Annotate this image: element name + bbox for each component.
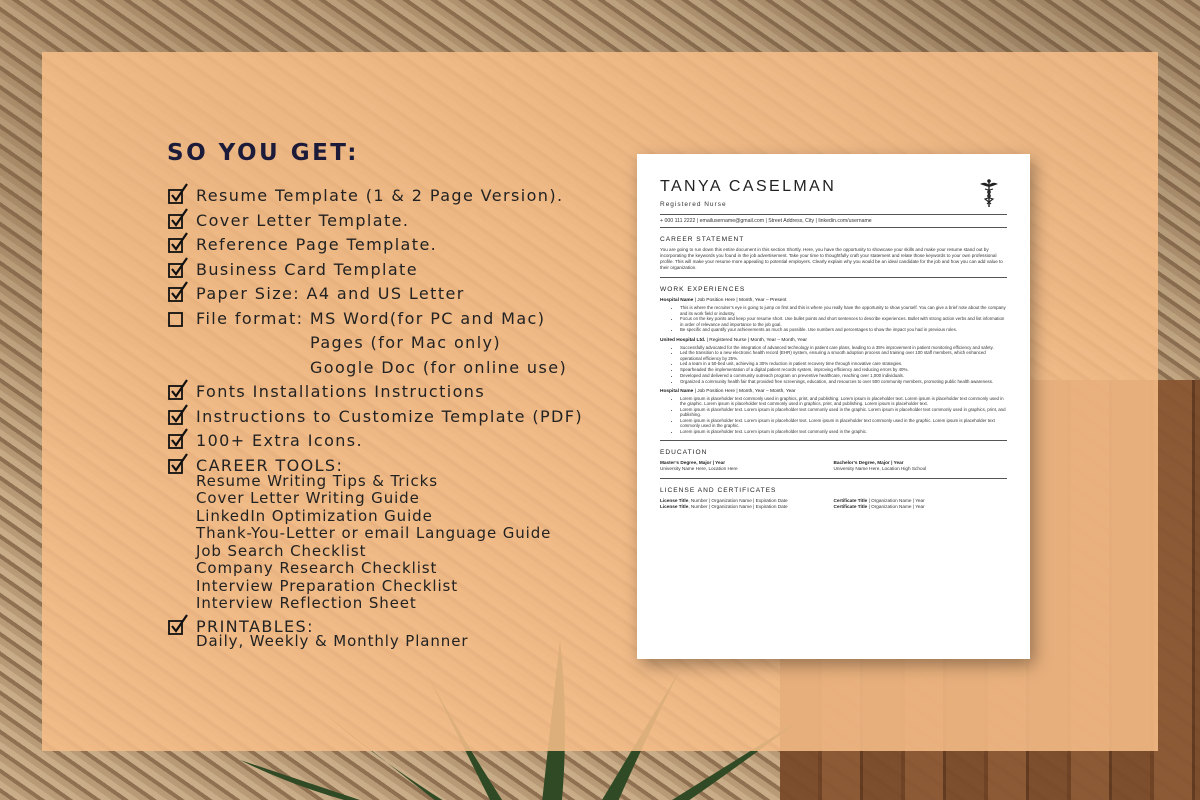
feature-text: Instructions to Customize Template (PDF): [196, 406, 584, 426]
resume-contact-line: + 000 111 2222 | emailusername@gmail.com | Street Address, City | linkedin.com/username: [660, 214, 1007, 228]
checkbox-icon: [166, 256, 190, 280]
job-detail: | Job Position Here | Month, Year – Present: [693, 298, 787, 304]
list-item: • Developed and delivered a community outreach program on preventive healthcare, reaching over 1,000 individuals.: [680, 373, 1007, 378]
career-tool-item: Thank-You-Letter or email Language Guide: [196, 524, 552, 542]
job-bullets: [680, 396, 1007, 434]
feature-item: [162, 305, 602, 330]
license-detail: , Number | Organization Name | Expiration Date: [688, 504, 788, 510]
job-company: United Hospital Ltd.: [660, 337, 706, 343]
checkbox-icon: [166, 182, 190, 206]
resume-role: Registered Nurse: [660, 201, 727, 208]
job-bullets: [680, 305, 1007, 332]
printables-item: Daily, Weekly & Monthly Planner: [196, 631, 469, 650]
degree: Bachelor’s Degree, Major | Year: [833, 460, 904, 466]
resume-section-title: CAREER STATEMENT: [660, 236, 745, 243]
list-item: • Lorem ipsum is placeholder text. Lorem ipsum is placeholder text commonly used in the graphic. Lorem ipsum is placeholder text commonly used in graphics, print, and publishing.: [680, 407, 1007, 417]
feature-text: File format: MS Word(for PC and Mac): [196, 308, 546, 328]
license-detail: , Number | Organization Name | Expiration Date: [688, 498, 788, 504]
caduceus-icon: [978, 178, 1000, 208]
feature-item: [162, 329, 602, 354]
resume-job-header: [660, 298, 1007, 303]
career-tool-item: Company Research Checklist: [196, 559, 438, 577]
certificate-column: [834, 498, 1008, 510]
education-row: [660, 460, 1007, 472]
job-company: Hospital Name: [660, 298, 694, 304]
resume-section-title: LICENSE AND CERTIFICATES: [660, 487, 777, 495]
license-row: [660, 498, 1007, 510]
list-item: • Led the transition to a new electronic health record (EHR) system, ensuring a smooth adoption process and training over 100 staff members, which enhanced operational efficiency by 25%.: [680, 350, 1007, 360]
certificate-title: Certificate Title: [833, 498, 868, 504]
printables-label: PRINTABLES:: [196, 616, 314, 636]
license-title: License Title: [660, 498, 689, 504]
checkbox-icon: [166, 207, 190, 231]
resume-section-title: WORK EXPERIENCES: [660, 286, 746, 294]
checkbox-icon: [166, 427, 190, 451]
feature-text: Pages (for Mac only): [310, 333, 502, 352]
feature-item: [162, 182, 602, 207]
career-tool-item: Interview Reflection Sheet: [196, 594, 417, 612]
list-item: • Spearheaded the implementation of a digital patient records system, improving efficiency and reducing errors by 40%.: [680, 367, 1007, 372]
feature-text: 100+ Extra Icons.: [196, 431, 364, 450]
list-item: • Lorem ipsum is placeholder text. Lorem ipsum is placeholder text. Lorem ipsum is placeholder text commonly used in the graphic. Lorem ipsum is placeholder text commonly used in the graphic.: [680, 418, 1007, 428]
feature-item: [162, 427, 602, 452]
feature-text: Resume Template (1 & 2 Page Version).: [196, 186, 564, 205]
list-item: • Be specific and quantify your achievements as much as possible. Use numbers and percentages to show the impact you had in previous roles.: [680, 327, 1007, 332]
features-list: [162, 182, 602, 650]
list-item: • Successfully advocated for the integration of advanced technology in patient care plans, leading to a 35% improvement in patient monitoring efficiency and safety.: [680, 345, 1007, 350]
feature-item: [162, 403, 602, 428]
feature-item: [162, 207, 602, 232]
feature-item: [162, 280, 602, 305]
feature-text: Google Doc (for online use): [310, 357, 568, 377]
feature-item: [162, 231, 602, 256]
divider: [660, 440, 1007, 441]
job-detail: | Registered Nurse | Month, Year – Month, Year: [705, 337, 807, 343]
checkbox-icon: [166, 305, 190, 329]
career-tools-list: [162, 473, 602, 613]
feature-item-printables: [162, 613, 602, 636]
resume-name: TANYA CASELMAN: [660, 178, 837, 195]
headline: SO YOU GET:: [167, 140, 359, 166]
education-item: [834, 460, 1008, 472]
feature-text: CAREER TOOLS:: [196, 455, 344, 475]
feature-text: Reference Page Template.: [196, 235, 438, 254]
resume-job-header: [660, 389, 1007, 394]
feature-item: [162, 354, 602, 379]
education-item: [660, 460, 834, 472]
list-item: • Focus on the key points and keep your resume short. Use bullet points and short sentences to describe experiences. Bullet with strong action verbs and list information in order of relevance and importance to the job goal.: [680, 316, 1007, 326]
resume-career-text: You are going to run down this entire document in this section Shortly. Here, you have the opportunity to showcase your skills and make your resume stand out by incorporating the keywords you found in the job advertisement. Take your time to thoughtfully craft your statement and relate those keywords to your own professional profile. This will make your resume more appealing to potential employers. Clearly explain why you would be an ideal candidate for the job and how you can add value to their organization.: [660, 247, 1003, 271]
license-title: License Title: [660, 504, 689, 510]
career-tool-item: Cover Letter Writing Guide: [196, 489, 420, 507]
job-company: Hospital Name: [660, 388, 694, 394]
school: University Name Here, Location Here: [660, 466, 738, 472]
school: University Name Here, Location High School: [833, 466, 927, 472]
checkbox-icon: [166, 378, 190, 402]
list-item: • Lorem ipsum is placeholder text commonly used in graphics, print, and publishing. Lorem ipsum is placeholder text. Lorem ipsum is placeholder text commonly used in the graphic. Lorem ipsum is placeholder text commonly used in graphics, print, and publishing. Lorem ipsum is placeholder text.: [680, 396, 1007, 406]
degree: Master’s Degree, Major | Year: [660, 460, 726, 466]
resume-job-header: [660, 338, 1007, 343]
feature-item: [162, 256, 602, 281]
checkbox-icon: [166, 452, 190, 476]
list-item: • This is where the recruiter’s eye is going to jump on first and this is where you really have the opportunity to show yourself. You can give a brief note about the company and its work field or industry.: [680, 305, 1007, 315]
license-column: [660, 498, 834, 510]
feature-item: [162, 452, 602, 473]
job-detail: | Job Position Here | Month, Year – Month, Year: [693, 388, 796, 394]
career-tool-item: Interview Preparation Checklist: [196, 576, 459, 595]
divider: [660, 277, 1007, 278]
checkbox-icon: [166, 280, 190, 304]
career-tool-item: Job Search Checklist: [196, 541, 367, 560]
certificate-detail: | Organization Name | Year: [867, 498, 925, 504]
feature-text: Fonts Installations Instructions: [196, 382, 486, 401]
resume-preview: [637, 154, 1030, 659]
job-bullets: [680, 345, 1007, 384]
list-item: • Led a team in a 50-bed unit, achieving a 30% reduction in patient recovery time through innovative care strategies.: [680, 361, 1007, 366]
feature-text: Cover Letter Template.: [196, 210, 410, 230]
feature-text: Paper Size: A4 and US Letter: [196, 284, 465, 303]
checkbox-icon: [166, 231, 190, 255]
feature-text: Business Card Template: [196, 259, 418, 279]
checkbox-icon: [166, 613, 190, 637]
divider: [660, 478, 1007, 479]
feature-item: [162, 378, 602, 403]
list-item: • Lorem ipsum is placeholder text. Lorem ipsum is placeholder text commonly used in the graphic.: [680, 429, 1007, 434]
list-item: • Organized a community health fair that provided free screenings, education, and resources to over 500 community members, promoting public health awareness.: [680, 379, 1007, 384]
certificate-detail: | Organization Name | Year: [867, 504, 925, 510]
certificate-title: Certificate Title: [833, 504, 868, 510]
checkbox-icon: [166, 403, 190, 427]
career-tool-item: LinkedIn Optimization Guide: [196, 506, 433, 525]
resume-section-title: EDUCATION: [660, 449, 708, 457]
career-tool-item: Resume Writing Tips & Tricks: [196, 471, 438, 490]
